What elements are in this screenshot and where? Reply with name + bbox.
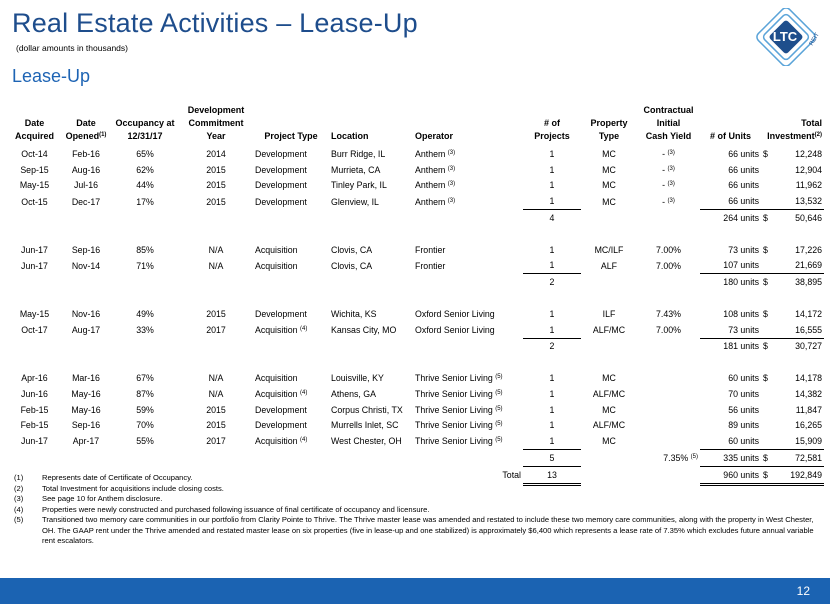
investment-value: $ 17,226 xyxy=(763,244,822,255)
spacer-row xyxy=(8,226,824,242)
property-type: MC xyxy=(602,180,616,191)
occupancy: 33% xyxy=(136,324,154,335)
dev-commitment-year: 2017 xyxy=(206,324,226,335)
location: Louisville, KY xyxy=(331,373,384,384)
col-header-investment: Total Investment$^{(2)}$ xyxy=(767,118,822,141)
unit-count: 73 units xyxy=(728,324,759,335)
table-row xyxy=(8,193,824,209)
cash-yield xyxy=(637,210,700,226)
dev-commitment-year: 2015 xyxy=(206,196,226,207)
date-opened: Nov-14 xyxy=(71,260,101,271)
occupancy: 62% xyxy=(136,164,154,175)
table-row xyxy=(8,306,824,322)
property-type: MC/ILF xyxy=(594,244,624,255)
page-subtitle: (dollar amounts in thousands) xyxy=(16,43,128,53)
occupancy: 65% xyxy=(136,148,154,159)
subtotal-row xyxy=(8,274,824,290)
project-type: Acquisition $^{(4)}$ xyxy=(255,324,308,335)
investment-value: 12,904 xyxy=(795,164,822,175)
location: West Chester, OH xyxy=(331,436,402,447)
investment-value: $ 12,248 xyxy=(763,148,822,159)
unit-count: 107 units xyxy=(723,260,759,271)
location: Burr Ridge, IL xyxy=(331,148,386,159)
col-header-project-type: Project Type xyxy=(264,131,318,141)
date-acquired: Jun-16 xyxy=(21,388,48,399)
cash-yield: 7.00% xyxy=(656,244,681,255)
location: Murrieta, CA xyxy=(331,164,381,175)
project-count: 1 xyxy=(549,260,555,271)
lease-up-table xyxy=(8,104,824,486)
dev-commitment-year: 2015 xyxy=(206,404,226,415)
investment-value: 11,847 xyxy=(795,404,822,415)
property-type: MC xyxy=(602,196,616,207)
dev-commitment-year: N/A xyxy=(208,260,224,271)
unit-count: 56 units xyxy=(728,404,759,415)
operator: Anthem $^{(3)}$ xyxy=(415,180,456,191)
investment-value: 14,382 xyxy=(795,388,822,399)
table-row xyxy=(8,322,824,338)
project-count: 1 xyxy=(549,388,555,399)
table-row xyxy=(8,242,824,258)
cash-yield: - $^{(3)}$ xyxy=(662,148,675,159)
unit-count: 66 units xyxy=(728,148,759,159)
occupancy: 70% xyxy=(136,420,154,431)
operator: Frontier xyxy=(415,244,446,255)
ltc-reit-logo xyxy=(748,8,824,66)
cash-yield: - $^{(3)}$ xyxy=(662,164,675,175)
location: Clovis, CA xyxy=(331,244,373,255)
date-acquired: Oct-15 xyxy=(21,196,48,207)
occupancy: 55% xyxy=(136,436,154,447)
property-type: ILF xyxy=(602,308,616,319)
operator: Thrive Senior Living $^{(5)}$ xyxy=(415,436,503,447)
table-body xyxy=(8,146,824,484)
footnotes xyxy=(14,473,826,547)
unit-count: 70 units xyxy=(728,388,759,399)
project-count: 1 xyxy=(549,404,555,415)
project-count: 2 xyxy=(523,274,581,290)
location: Clovis, CA xyxy=(331,260,373,271)
location: Corpus Christi, TX xyxy=(331,404,403,415)
page-number: 12 xyxy=(796,584,810,598)
dev-commitment-year: N/A xyxy=(208,388,224,399)
operator: Anthem $^{(3)}$ xyxy=(415,164,456,175)
occupancy: 49% xyxy=(136,308,154,319)
investment-value: $ 14,172 xyxy=(763,308,822,319)
project-count: 1 xyxy=(549,180,555,191)
operator: Thrive Senior Living $^{(5)}$ xyxy=(415,404,503,415)
property-type: ALF/MC xyxy=(592,388,626,399)
table-row xyxy=(8,370,824,386)
occupancy: 87% xyxy=(136,388,154,399)
operator: Frontier xyxy=(415,260,446,271)
date-acquired: Apr-16 xyxy=(21,373,48,384)
project-type: Acquisition xyxy=(255,244,298,255)
location: Wichita, KS xyxy=(331,308,377,319)
operator: Thrive Senior Living $^{(5)}$ xyxy=(415,388,503,399)
cash-yield: 7.00% xyxy=(656,324,681,335)
section-title: Lease-Up xyxy=(12,66,91,86)
date-acquired: Oct-14 xyxy=(21,148,48,159)
footnote: (5) Transitioned two memory care communities in our portfolio from Clarity Pointe to Thrive. The Thrive master lease was amended and restated to include these two memory care communities, along with the property in West Chester, OH. The GAAP rent under the Thrive amended and restated master lease on six properties (five in lease-up and one stabilized) is approximately $6,400 which represents a lease rate of 7.35% which excludes future annual variable rent escalators. xyxy=(14,515,814,545)
operator: Thrive Senior Living $^{(5)}$ xyxy=(415,373,503,384)
occupancy: 44% xyxy=(136,180,154,191)
project-count: 1 xyxy=(549,324,555,335)
unit-count: 180 units xyxy=(700,274,761,290)
date-opened: Dec-17 xyxy=(71,196,101,207)
investment-value: 13,532 xyxy=(795,196,822,207)
date-acquired: Oct-17 xyxy=(21,324,48,335)
property-type: MC xyxy=(602,404,616,415)
date-acquired: May-15 xyxy=(19,308,50,319)
occupancy: 17% xyxy=(136,196,154,207)
date-opened: Sep-16 xyxy=(71,244,101,255)
table-header-row xyxy=(8,104,824,146)
col-header-dev-commitment: Development Commitment Year xyxy=(187,105,245,141)
project-count: 1 xyxy=(549,308,555,319)
project-type: Acquisition xyxy=(255,373,298,384)
spacer-row xyxy=(8,290,824,306)
col-header-operator: Operator xyxy=(415,131,454,141)
date-acquired: Sep-15 xyxy=(20,164,49,175)
unit-count: 66 units xyxy=(728,196,759,207)
cash-yield xyxy=(637,386,700,402)
investment-value: $ 72,581 xyxy=(761,450,824,467)
cash-yield: 7.00% xyxy=(656,260,681,271)
footnote: (3) See page 10 for Anthem disclosure. xyxy=(14,494,163,503)
table-row xyxy=(8,178,824,194)
cash-yield: 7.43% xyxy=(656,308,681,319)
dev-commitment-year: N/A xyxy=(208,244,224,255)
unit-count: 66 units xyxy=(728,164,759,175)
investment-value: 21,669 xyxy=(795,260,822,271)
project-count: 4 xyxy=(523,210,581,226)
property-type: ALF xyxy=(600,260,618,271)
property-type: MC xyxy=(602,436,616,447)
col-header-cash-yield: Contractual Initial Cash Yield xyxy=(643,105,694,141)
dev-commitment-year: 2014 xyxy=(206,148,226,159)
footer-bar xyxy=(0,578,830,604)
date-acquired: Feb-15 xyxy=(20,404,49,415)
investment-value: $ 30,727 xyxy=(761,338,824,354)
investment-value: $ 14,178 xyxy=(763,373,822,384)
cash-yield: - $^{(3)}$ xyxy=(662,180,675,191)
project-type: Acquisition xyxy=(255,260,298,271)
project-type: Development xyxy=(255,404,307,415)
occupancy: 85% xyxy=(136,244,154,255)
subtotal-row xyxy=(8,210,824,226)
project-type: Acquisition $^{(4)}$ xyxy=(255,388,308,399)
table-row xyxy=(8,258,824,274)
property-type: MC xyxy=(602,164,616,175)
occupancy: 59% xyxy=(136,404,154,415)
investment-value: 15,909 xyxy=(795,436,822,447)
date-acquired: Jun-17 xyxy=(21,244,48,255)
unit-count: 108 units xyxy=(723,308,759,319)
date-opened: Feb-16 xyxy=(72,148,100,159)
date-acquired: Jun-17 xyxy=(21,436,48,447)
dev-commitment-year: 2015 xyxy=(206,164,226,175)
dev-commitment-year: 2015 xyxy=(206,308,226,319)
logo-subtext: REIT xyxy=(808,32,821,47)
investment-value: $ 50,646 xyxy=(761,210,824,226)
page-title: Real Estate Activities – Lease-Up xyxy=(12,8,418,38)
occupancy: 67% xyxy=(136,373,154,384)
footnote: (2) Total Investment for acquisitions include closing costs. xyxy=(14,483,224,493)
date-opened: Apr-17 xyxy=(72,436,100,447)
location: Athens, GA xyxy=(331,388,376,399)
col-header-location: Location xyxy=(331,131,369,141)
table-row xyxy=(8,386,824,402)
project-type: Acquisition $^{(4)}$ xyxy=(255,436,308,447)
col-header-date-acquired: Date Acquired xyxy=(14,118,54,141)
spacer-row xyxy=(8,354,824,370)
investment-value: 16,555 xyxy=(795,324,822,335)
logo-text: LTC xyxy=(772,29,798,44)
unit-count: 264 units xyxy=(700,210,761,226)
col-header-units: # of Units xyxy=(709,131,751,141)
investment-value: $ 192,849 xyxy=(761,466,824,484)
unit-count: 960 units xyxy=(700,466,761,484)
total-label: Total xyxy=(502,470,521,481)
location: Tinley Park, IL xyxy=(331,180,387,191)
date-acquired: May-15 xyxy=(19,180,50,191)
date-acquired: Feb-15 xyxy=(20,420,49,431)
cash-yield xyxy=(637,418,700,434)
date-opened: Mar-16 xyxy=(72,373,100,384)
unit-count: 335 units xyxy=(700,450,761,467)
dev-commitment-year: N/A xyxy=(208,373,224,384)
date-opened: Aug-17 xyxy=(71,324,101,335)
subtotal-row xyxy=(8,450,824,467)
cash-yield xyxy=(637,370,700,386)
table-row xyxy=(8,418,824,434)
unit-count: 66 units xyxy=(728,180,759,191)
project-count: 5 xyxy=(523,450,581,467)
cash-yield xyxy=(637,338,700,354)
unit-count: 181 units xyxy=(700,338,761,354)
project-type: Development xyxy=(255,148,307,159)
project-count: 1 xyxy=(549,244,555,255)
unit-count: 60 units xyxy=(728,373,759,384)
investment-value: 16,265 xyxy=(795,420,822,431)
table-row xyxy=(8,433,824,449)
project-count: 2 xyxy=(523,338,581,354)
col-header-projects: # of Projects xyxy=(534,118,570,141)
footnote: (1) Represents date of Certificate of Occupancy. xyxy=(14,473,193,482)
unit-count: 60 units xyxy=(728,436,759,447)
cash-yield: 7.35% $^{(5)}$ xyxy=(663,453,698,464)
unit-count: 73 units xyxy=(728,244,759,255)
investment-value: $ 38,895 xyxy=(761,274,824,290)
cash-yield: - $^{(3)}$ xyxy=(662,196,675,207)
col-header-occupancy: Occupancy at 12/31/17 xyxy=(115,118,175,141)
project-count: 13 xyxy=(523,466,581,484)
date-opened: May-16 xyxy=(71,388,101,399)
dev-commitment-year: 2015 xyxy=(206,180,226,191)
property-type: ALF/MC xyxy=(592,420,626,431)
date-acquired: Jun-17 xyxy=(21,260,48,271)
project-type: Development xyxy=(255,420,307,431)
location: Glenview, IL xyxy=(331,196,379,207)
table-row xyxy=(8,162,824,178)
col-header-date-opened: Date Opened$^{(1)}$ xyxy=(65,118,107,141)
project-count: 1 xyxy=(549,436,555,447)
occupancy: 71% xyxy=(136,260,154,271)
project-type: Development xyxy=(255,196,307,207)
footnote: (4) Properties were newly constructed and purchased following issuance of final certificate of occupancy and licensure. xyxy=(14,504,430,514)
date-opened: Aug-16 xyxy=(71,164,101,175)
unit-count: 89 units xyxy=(728,420,759,431)
operator: Anthem $^{(3)}$ xyxy=(415,196,456,207)
cash-yield xyxy=(637,274,700,290)
investment-value: 11,962 xyxy=(795,180,822,191)
table-row xyxy=(8,146,824,162)
project-count: 1 xyxy=(549,420,555,431)
dev-commitment-year: 2015 xyxy=(206,420,226,431)
date-opened: Nov-16 xyxy=(71,308,101,319)
subtotal-row xyxy=(8,338,824,354)
cash-yield xyxy=(637,402,700,418)
property-type: MC xyxy=(602,148,616,159)
project-count: 1 xyxy=(549,196,555,207)
dev-commitment-year: 2017 xyxy=(206,436,226,447)
project-count: 1 xyxy=(549,148,555,159)
project-count: 1 xyxy=(549,373,555,384)
cash-yield xyxy=(637,433,700,449)
operator: Oxford Senior Living xyxy=(415,308,495,319)
property-type: ALF/MC xyxy=(592,324,626,335)
project-count: 1 xyxy=(549,164,555,175)
date-opened: Jul-16 xyxy=(74,180,98,191)
date-opened: May-16 xyxy=(71,404,101,415)
location: Kansas City, MO xyxy=(331,324,397,335)
project-type: Development xyxy=(255,164,307,175)
operator: Oxford Senior Living xyxy=(415,324,495,335)
location: Murrells Inlet, SC xyxy=(331,420,399,431)
operator: Anthem $^{(3)}$ xyxy=(415,148,456,159)
date-opened: Sep-16 xyxy=(71,420,101,431)
operator: Thrive Senior Living $^{(5)}$ xyxy=(415,420,503,431)
project-type: Development xyxy=(255,180,307,191)
col-header-property-type: Property Type xyxy=(590,118,628,141)
project-type: Development xyxy=(255,308,307,319)
property-type: MC xyxy=(602,373,616,384)
table-row xyxy=(8,402,824,418)
